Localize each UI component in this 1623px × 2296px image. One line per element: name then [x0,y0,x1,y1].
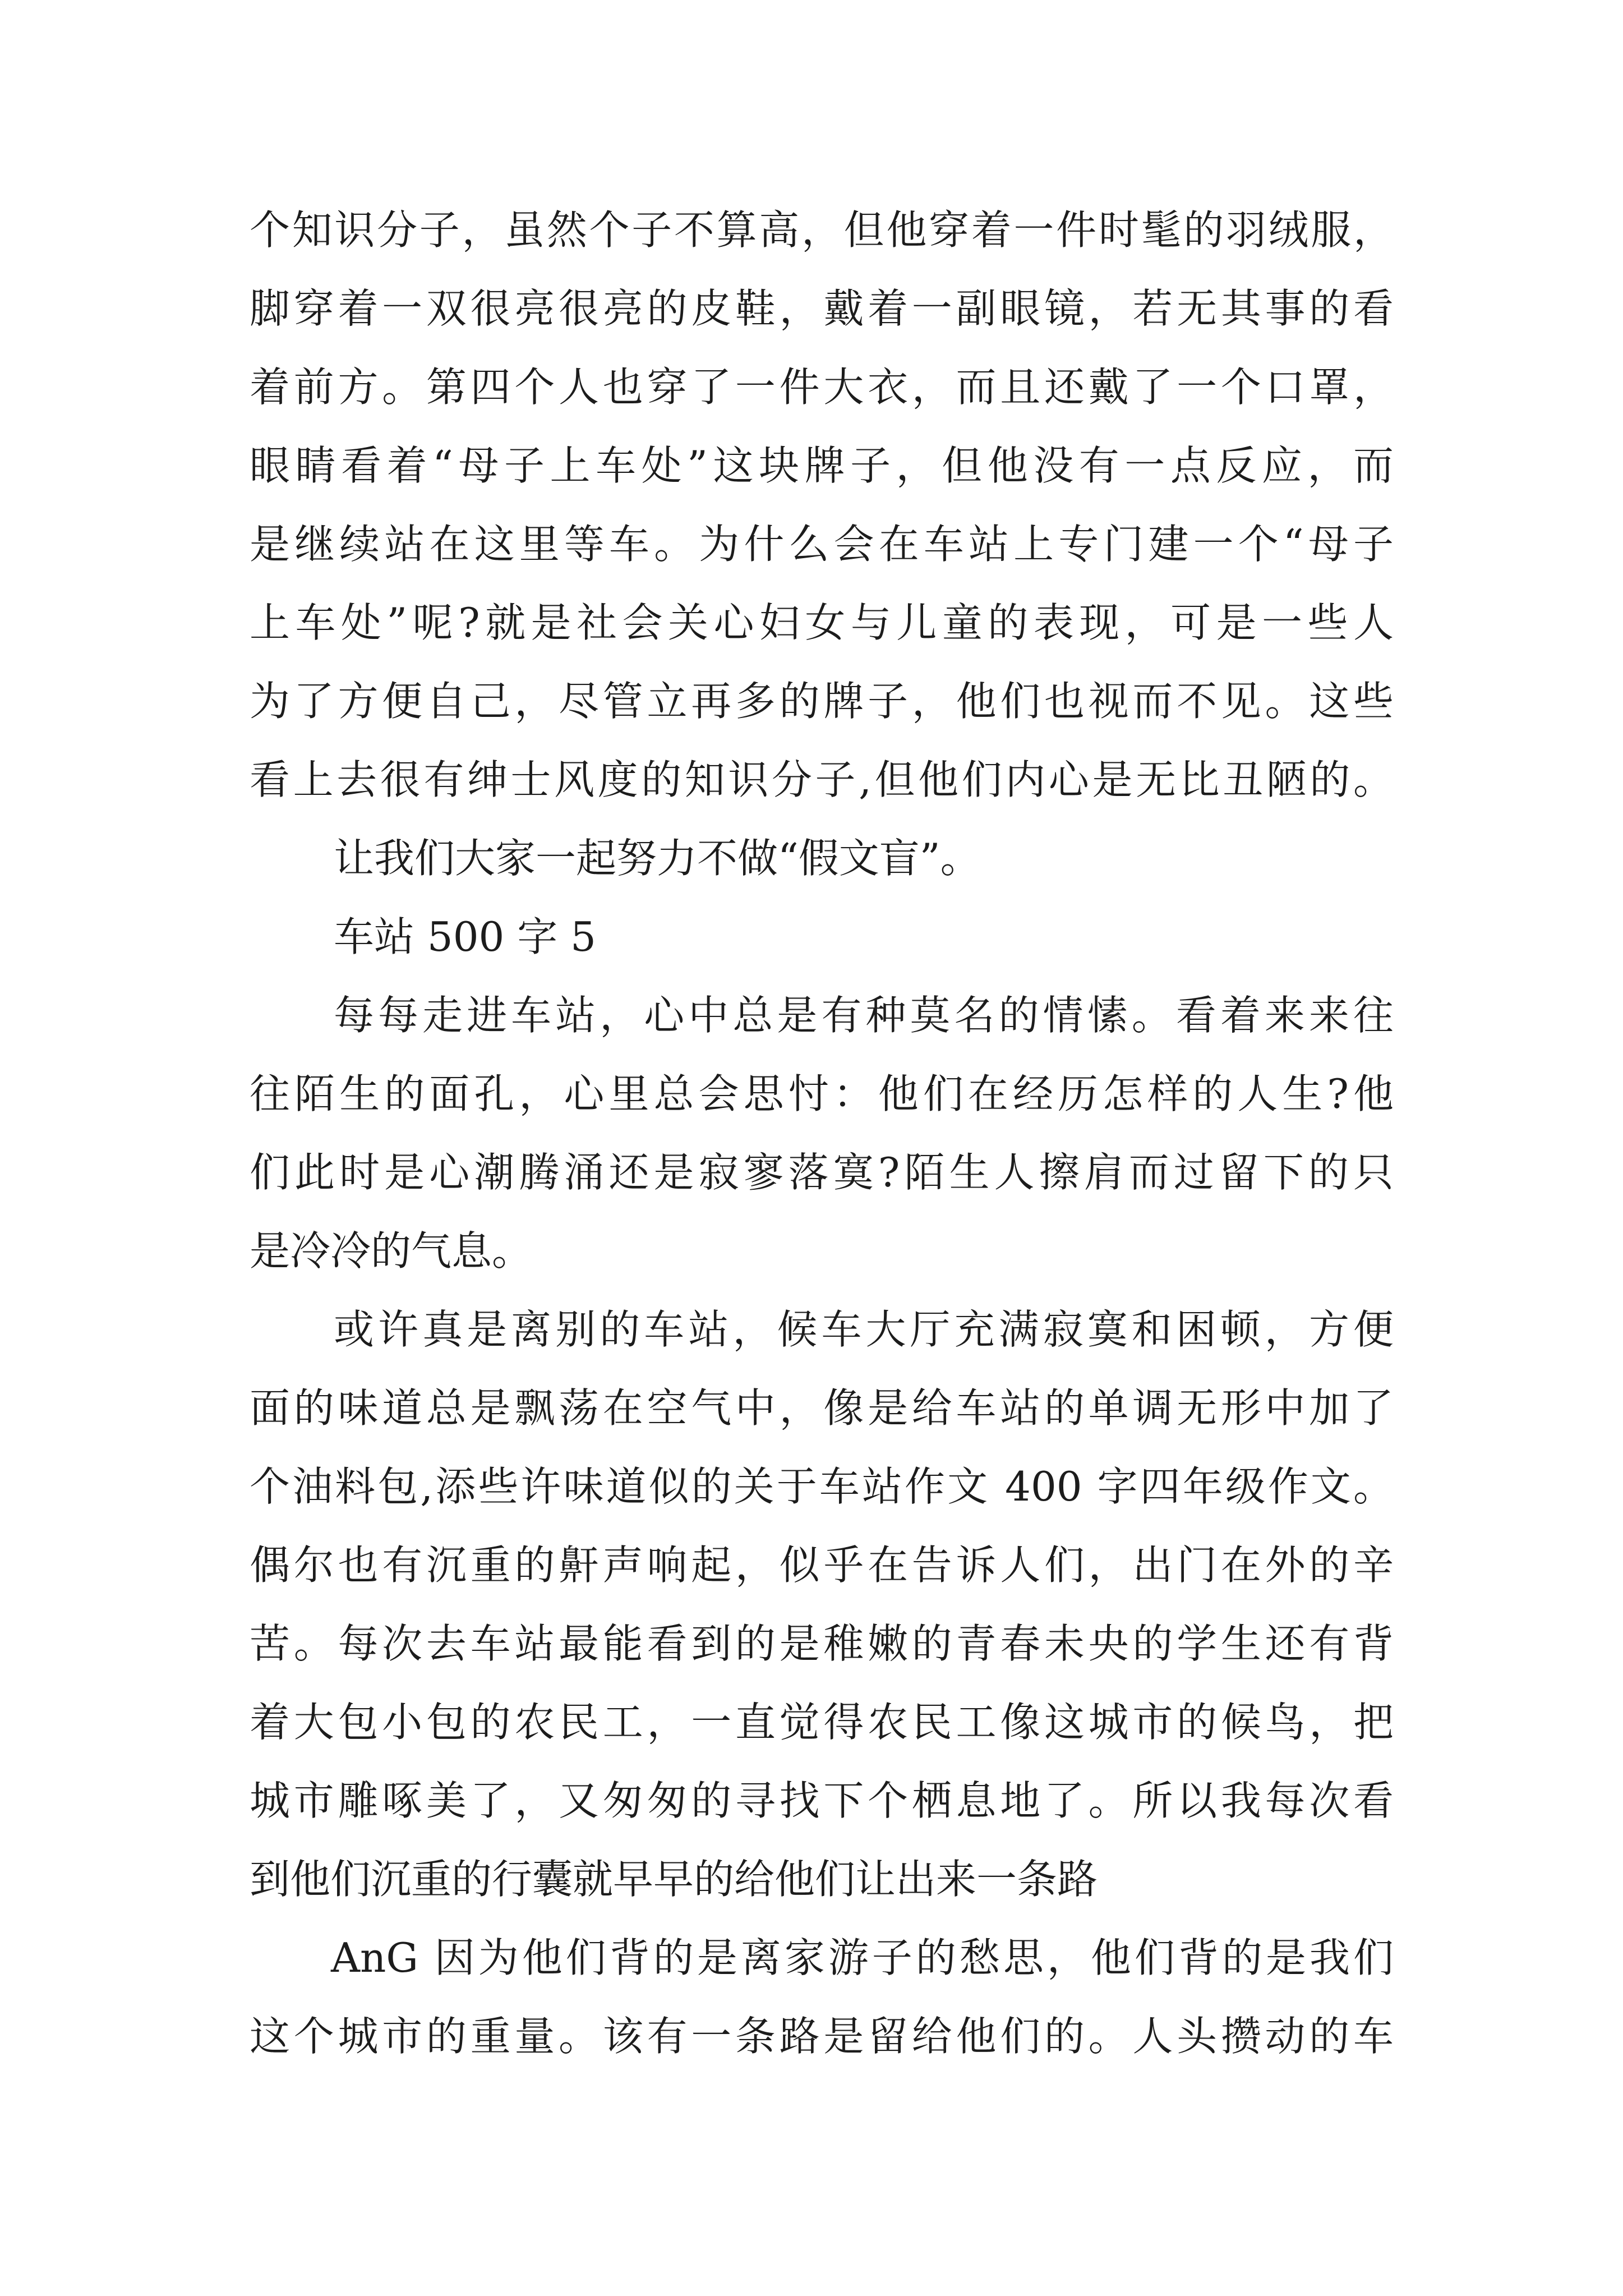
text-line: 个油料包,添些许味道似的关于车站作文 400 字四年级作文。 [250,1463,1394,1510]
text-line: 个知识分子，虽然个子不算高，但他穿着一件时髦的羽绒服， [250,206,1394,254]
section-heading: 车站 500 字 5 [334,913,596,960]
text-line: AnG 因为他们背的是离家游子的愁思，他们背的是我们 [331,1934,1394,1981]
text-line: 这个城市的重量。该有一条路是留给他们的。人头攒动的车 [250,2013,1394,2060]
text-line: 着前方。第四个人也穿了一件大衣，而且还戴了一个口罩， [250,364,1394,411]
text-line: 每每走进车站，心中总是有种莫名的情愫。看着来来往 [334,992,1394,1039]
text-line: 面的味道总是飘荡在空气中，像是给车站的单调无形中加了 [250,1384,1394,1432]
text-line: 或许真是离别的车站，候车大厅充满寂寞和困顿，方便 [334,1306,1394,1353]
text-line: 们此时是心潮腾涌还是寂寥落寞?陌生人擦肩而过留下的只 [250,1149,1394,1196]
body-text [250,191,1394,2076]
text-line: 苦。每次去车站最能看到的是稚嫩的青春未央的学生还有背 [250,1620,1394,1667]
text-line: 看上去很有绅士风度的知识分子,但他们内心是无比丑陋的。 [250,756,1394,803]
text-line: 是继续站在这里等车。为什么会在车站上专门建一个“母子 [250,521,1394,568]
text-line: 上车处”呢?就是社会关心妇女与儿童的表现，可是一些人 [250,599,1394,646]
text-line: 偶尔也有沉重的鼾声响起，似乎在告诉人们，出门在外的辛 [250,1542,1394,1589]
text-line: 让我们大家一起努力不做“假文盲”。 [334,835,981,882]
text-line: 到他们沉重的行囊就早早的给他们让出来一条路 [250,1856,1098,1903]
text-line: 往陌生的面孔，心里总会思忖：他们在经历怎样的人生?他 [250,1070,1394,1117]
text-line: 着大包小包的农民工，一直觉得农民工像这城市的候鸟，把 [250,1699,1394,1746]
text-line: 眼睛看着“母子上车处”这块牌子，但他没有一点反应，而 [250,442,1394,489]
text-line: 脚穿着一双很亮很亮的皮鞋，戴着一副眼镜，若无其事的看 [250,285,1394,332]
text-line: 为了方便自己，尽管立再多的牌子，他们也视而不见。这些 [250,678,1394,725]
text-line: 是冷冷的气息。 [250,1227,533,1274]
text-line: 城市雕啄美了，又匆匆的寻找下个栖息地了。所以我每次看 [250,1777,1394,1824]
